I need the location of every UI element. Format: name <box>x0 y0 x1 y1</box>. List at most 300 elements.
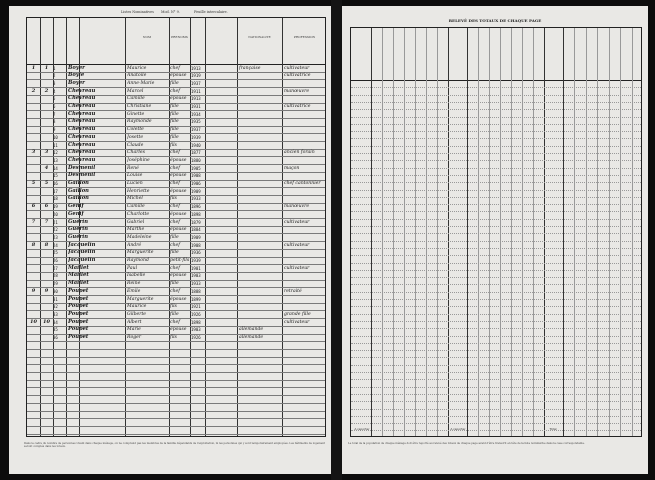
summary-row-rule <box>351 190 641 191</box>
total-label: Total <box>549 427 557 431</box>
cell-first: Reine <box>127 281 141 287</box>
cell-name: Maillet <box>68 280 89 287</box>
table-row <box>27 311 325 318</box>
cell-year: 1936 <box>191 250 201 256</box>
cell-num1 <box>27 195 40 202</box>
row-rule <box>27 395 325 396</box>
cell-year: 1933 <box>191 281 201 287</box>
summary-row-rule <box>351 284 641 285</box>
cell-rel: fille <box>170 80 179 86</box>
table-row <box>27 272 325 279</box>
cell-rel: fils <box>170 196 177 202</box>
cell-name: Gaillon <box>68 180 89 186</box>
cell-prof: cultivateur <box>284 219 310 225</box>
cell-rel: fille <box>170 134 179 140</box>
cell-nat <box>239 203 281 210</box>
cell-prof: cultivateur <box>284 319 310 325</box>
cell-rel: épouse <box>170 327 187 333</box>
cell-num1 <box>27 280 40 287</box>
summary-row-rule <box>351 430 641 431</box>
summary-row-rule <box>351 350 641 351</box>
header-middle-text: Mod. N° 9. <box>161 10 180 14</box>
cell-name: Guérin <box>68 233 88 240</box>
cell-num3: 21 <box>53 219 58 225</box>
cell-nat <box>239 80 281 87</box>
cell-prof <box>284 142 327 149</box>
cell-nat <box>239 149 281 156</box>
cell-nat <box>239 280 281 287</box>
cell-prof: manœuvre <box>284 204 310 210</box>
cell-nat <box>239 296 281 303</box>
cell-num1: 6 <box>31 203 36 210</box>
cell-rel: chef <box>170 65 180 71</box>
cell-name: Chevreau <box>68 110 96 117</box>
cell-nat <box>239 103 281 110</box>
cell-rel: épouse <box>170 173 187 179</box>
cell-first: Raymonde <box>127 119 152 125</box>
cell-nat <box>239 311 281 318</box>
summary-row-rule <box>351 409 641 410</box>
cell-name: Chevreau <box>68 141 96 148</box>
cell-name: Jacquelin <box>68 249 96 256</box>
row-rule <box>27 372 325 373</box>
cell-first: Charlotte <box>127 211 150 217</box>
table-row <box>27 242 325 249</box>
cell-first: Henriette <box>127 188 150 194</box>
summary-row-rule <box>351 160 641 161</box>
table-row <box>27 157 325 164</box>
summary-row-rule <box>351 336 641 337</box>
cell-year: 1880 <box>191 157 201 163</box>
summary-row-rule <box>351 394 641 395</box>
table-row <box>27 111 325 118</box>
cell-num2 <box>40 195 53 202</box>
cell-name: Poupet <box>68 334 89 340</box>
cell-num2 <box>40 272 53 279</box>
cell-year: 1939 <box>191 134 201 140</box>
cell-num1: 10 <box>30 318 37 325</box>
cell-year: 1884 <box>191 227 201 233</box>
cell-first: Michel <box>127 196 143 202</box>
cell-name: Chevreau <box>68 133 96 140</box>
cell-first: Louise <box>127 173 143 179</box>
cell-first: Christiane <box>127 104 152 109</box>
cell-rel: épouse <box>170 211 187 217</box>
cell-nat <box>239 188 281 195</box>
summary-body <box>351 80 641 436</box>
cell-nat <box>239 242 281 249</box>
row-rule <box>27 387 325 388</box>
cell-num3: 15 <box>53 173 58 179</box>
cell-year: 1913 <box>191 96 201 102</box>
row-rule <box>27 357 325 358</box>
summary-row-rule <box>351 87 641 88</box>
cell-year: 1898 <box>191 319 201 325</box>
table-row <box>27 65 325 72</box>
cell-year: 1908 <box>191 242 201 248</box>
cell-nat: allemande <box>239 327 264 333</box>
cell-num3: 34 <box>53 319 58 325</box>
cell-rel: épouse <box>170 227 187 233</box>
cell-rel: épouse <box>170 157 187 163</box>
summary-footnote: Le total de la population de chaque ménage doit être reporté au relevé des totaux de chaque page avant d'être transcrit en tête de la liste nominative dans la case correspondante. <box>348 442 585 445</box>
cell-num3: 17 <box>53 188 58 194</box>
cell-num1: 2 <box>31 87 36 94</box>
cell-year: 1903 <box>191 327 201 333</box>
cell-nat <box>239 303 281 310</box>
cell-num1 <box>27 211 40 218</box>
table-row <box>27 203 325 210</box>
cell-prof <box>284 334 327 341</box>
cell-rel: épouse <box>170 188 187 194</box>
cell-num3: 10 <box>53 134 58 140</box>
cell-num1 <box>27 118 40 125</box>
cell-first: Paul <box>127 265 138 271</box>
cell-num3: 33 <box>53 311 58 317</box>
cell-rel: épouse <box>170 273 187 279</box>
cell-num2: 8 <box>44 241 49 248</box>
cell-prof: grande fille <box>284 311 311 317</box>
cell-num1 <box>27 234 40 241</box>
cell-prof: ancien forain <box>284 150 315 156</box>
cell-name: Desmenil <box>68 164 96 171</box>
cell-num1 <box>27 303 40 310</box>
cell-num2 <box>40 126 53 133</box>
cell-num1 <box>27 226 40 233</box>
cell-first: André <box>127 242 142 248</box>
cell-num1: 5 <box>31 180 36 186</box>
cell-rel: épouse <box>170 296 187 302</box>
cell-rel: fille <box>170 104 179 109</box>
cell-name: Genif <box>68 203 84 210</box>
cell-num2 <box>40 257 53 264</box>
cell-num1 <box>27 126 40 133</box>
table-row <box>27 326 325 333</box>
cell-num3: 5 <box>53 96 56 102</box>
cell-num1 <box>27 72 40 79</box>
cell-num1 <box>27 80 40 87</box>
cell-first: Marguerite <box>127 296 154 302</box>
cell-num2 <box>40 95 53 102</box>
column-header: PRÉNOMS <box>171 36 188 39</box>
cell-first: Camille <box>127 204 145 210</box>
cell-num1 <box>27 249 40 256</box>
cell-nat <box>239 211 281 218</box>
cell-prof <box>284 303 327 310</box>
cell-prof <box>284 296 327 303</box>
cell-num2 <box>40 249 53 256</box>
cell-num3: 14 <box>53 165 58 171</box>
cell-rel: épouse <box>170 73 187 79</box>
table-row <box>27 149 325 156</box>
cell-num3: 11 <box>53 142 58 148</box>
cell-nat: française <box>239 65 261 71</box>
cell-prof: cultivateur <box>284 242 310 248</box>
cell-num1 <box>27 296 40 303</box>
cell-name: Chevreau <box>68 156 96 163</box>
cell-year: 1906 <box>191 181 201 186</box>
summary-row-rule <box>351 248 641 249</box>
cell-num1: 1 <box>31 64 36 71</box>
cell-num1 <box>27 111 40 118</box>
cell-prof <box>284 280 327 287</box>
cell-year: 1908 <box>191 173 201 179</box>
cell-num1 <box>27 265 40 272</box>
cell-rel: chef <box>170 150 180 156</box>
cell-name: Poupet <box>68 326 89 333</box>
cell-num2 <box>40 226 53 233</box>
cell-nat <box>239 95 281 102</box>
cell-year: 1940 <box>191 142 201 148</box>
cell-rel: chef <box>170 181 180 186</box>
a-reporter-label-1: A reporter <box>354 427 370 431</box>
summary-title: RELEVÉ DES TOTAUX DE CHAQUE PAGE <box>448 18 542 23</box>
cell-num1 <box>27 103 40 110</box>
cell-first: Madeleine <box>127 234 152 240</box>
cell-year: 1898 <box>191 211 201 217</box>
cell-rel: chef <box>170 242 180 248</box>
cell-prof <box>284 111 327 118</box>
cell-num2 <box>40 80 53 87</box>
cell-num1 <box>27 165 40 172</box>
cell-rel: fille <box>170 119 179 125</box>
cell-num3: 20 <box>53 211 58 217</box>
summary-row-rule <box>351 357 641 358</box>
cell-rel: petit-fils <box>170 258 190 263</box>
cell-nat: allemande <box>239 335 264 340</box>
cell-num2: 2 <box>44 87 49 94</box>
cell-first: Gilberte <box>127 311 147 317</box>
row-rule <box>27 418 325 419</box>
column-header: PROFESSION <box>293 36 316 39</box>
cell-num2: 5 <box>44 180 49 186</box>
table-row <box>27 172 325 179</box>
cell-num2 <box>40 111 53 118</box>
cell-num2: 7 <box>44 218 49 225</box>
row-rule <box>27 411 325 412</box>
cell-nat <box>239 219 281 226</box>
cell-nat <box>239 72 281 79</box>
cell-num2 <box>40 188 53 195</box>
table-row <box>27 180 325 187</box>
cell-prof <box>284 118 327 125</box>
table-row <box>27 88 325 95</box>
cell-num3: 2 <box>53 73 56 79</box>
summary-row-rule <box>351 255 641 256</box>
cell-first: Roger <box>127 335 142 340</box>
table-row <box>27 303 325 310</box>
table-row <box>27 134 325 141</box>
cell-nat <box>239 111 281 118</box>
cell-rel: fils <box>170 142 177 148</box>
summary-row-rule <box>351 416 641 417</box>
cell-num2 <box>40 234 53 241</box>
cell-first: Charles <box>127 150 145 156</box>
row-rule <box>27 380 325 381</box>
census-rows <box>27 64 325 436</box>
cell-prof <box>284 80 327 87</box>
cell-prof <box>284 272 327 279</box>
cell-prof <box>284 257 327 264</box>
cell-num2 <box>40 157 53 164</box>
summary-row-rule <box>351 211 641 212</box>
cell-rel: chef <box>170 88 180 94</box>
summary-row-rule <box>351 182 641 183</box>
table-row <box>27 72 325 79</box>
cell-prof: cultivatrice <box>284 73 311 79</box>
cell-num3: 29 <box>53 281 58 287</box>
page-fold <box>331 0 342 480</box>
cell-num1 <box>27 326 40 333</box>
footnote: Dans le cadre du nombre de personnes vivant dans chaque ménage, on ne comprend pas les membres de la famille dépendants de l'exploitation, ni les personnes qui y sont temporairement employées. Les bâtiments de logement seront comptés dans les totaux. <box>24 442 326 448</box>
cell-num1: 7 <box>31 218 36 225</box>
cell-name: Chevreau <box>68 103 96 109</box>
summary-row-rule <box>351 343 641 344</box>
cell-year: 1926 <box>191 311 201 317</box>
cell-num2 <box>40 265 53 272</box>
right-page <box>342 6 648 474</box>
cell-name: Poupet <box>68 303 89 310</box>
cell-num3: 3 <box>53 80 56 86</box>
header-left-text: Listes Nominatives <box>121 10 154 14</box>
left-page <box>9 6 331 474</box>
cell-num2: 6 <box>44 203 49 210</box>
cell-num3: 19 <box>53 204 58 210</box>
cell-first: Josette <box>127 134 144 140</box>
cell-year: 1921 <box>191 304 201 310</box>
cell-num1 <box>27 95 40 102</box>
cell-rel: fille <box>170 281 179 287</box>
table-row <box>27 95 325 102</box>
summary-row-rule <box>351 365 641 366</box>
cell-name: Boyer <box>68 64 85 71</box>
summary-row-rule <box>351 233 641 234</box>
cell-prof <box>284 211 327 218</box>
cell-name: Chevreau <box>68 149 96 156</box>
cell-first: Albert <box>127 319 142 325</box>
table-row <box>27 118 325 125</box>
header-right-text: Feuille intercalaire. <box>194 10 228 14</box>
cell-name: Chevreau <box>68 87 96 94</box>
cell-num3: 30 <box>53 288 58 294</box>
cell-num3: 23 <box>53 234 58 240</box>
cell-name: Maillet <box>68 272 89 279</box>
table-row <box>27 195 325 202</box>
summary-row-rule <box>351 277 641 278</box>
cell-num3: 27 <box>53 265 58 271</box>
cell-num3: 7 <box>53 111 56 117</box>
cell-rel: fille <box>170 311 179 317</box>
cell-num2: 9 <box>44 287 49 294</box>
summary-row-rule <box>351 379 641 380</box>
row-rule <box>27 426 325 427</box>
cell-year: 1933 <box>191 196 201 202</box>
summary-row-rule <box>351 168 641 169</box>
cell-nat <box>239 172 281 179</box>
cell-year: 1888 <box>191 288 201 294</box>
cell-nat <box>239 88 281 95</box>
cell-num2 <box>40 142 53 149</box>
cell-num3: 6 <box>53 104 56 109</box>
cell-num1 <box>27 134 40 141</box>
cell-prof <box>284 226 327 233</box>
table-row <box>27 226 325 233</box>
summary-row-rule <box>351 401 641 402</box>
summary-row-rule <box>351 219 641 220</box>
cell-nat <box>239 142 281 149</box>
summary-row-rule <box>351 117 641 118</box>
cell-first: Marguerite <box>127 250 154 256</box>
cell-first: Isabelle <box>127 273 146 279</box>
cell-nat <box>239 288 281 295</box>
cell-rel: fille <box>170 234 179 240</box>
cell-first: Claude <box>127 142 144 148</box>
cell-year: 1931 <box>191 104 201 109</box>
cell-prof <box>284 234 327 241</box>
cell-rel: fille <box>170 111 179 117</box>
cell-first: Marie <box>127 327 141 333</box>
cell-num3: 28 <box>53 273 58 279</box>
cell-prof <box>284 188 327 195</box>
cell-name: Boyer <box>68 79 85 86</box>
summary-row-rule <box>351 263 641 264</box>
cell-name: Maillet <box>68 264 89 271</box>
table-row <box>27 265 325 272</box>
summary-row-rule <box>351 95 641 96</box>
cell-nat <box>239 257 281 264</box>
cell-num3: 18 <box>53 196 58 202</box>
cell-prof <box>284 126 327 133</box>
summary-row-rule <box>351 423 641 424</box>
summary-row-rule <box>351 131 641 132</box>
summary-row-rule <box>351 292 641 293</box>
cell-year: 1901 <box>191 265 201 271</box>
table-row <box>27 142 325 149</box>
summary-row-rule <box>351 241 641 242</box>
cell-name: Genif <box>68 210 84 217</box>
cell-year: 1937 <box>191 80 201 86</box>
cell-rel: chef <box>170 204 180 210</box>
cell-num1 <box>27 272 40 279</box>
cell-nat <box>239 180 281 187</box>
summary-row-rule <box>351 226 641 227</box>
cell-rel: fille <box>170 250 179 256</box>
cell-prof: cultivateur <box>284 265 310 271</box>
cell-prof <box>284 326 327 333</box>
cell-num2 <box>40 280 53 287</box>
cell-year: 1934 <box>191 111 201 117</box>
row-rule <box>27 403 325 404</box>
cell-prof <box>284 157 327 164</box>
cell-first: Marthe <box>127 227 145 233</box>
cell-prof: retraité <box>284 288 302 294</box>
cell-num1 <box>27 188 40 195</box>
cell-num2 <box>40 326 53 333</box>
cell-nat <box>239 249 281 256</box>
summary-row-rule <box>351 270 641 271</box>
cell-num3: 22 <box>53 227 58 233</box>
cell-nat <box>239 118 281 125</box>
summary-row-rule <box>351 146 641 147</box>
column-header: NOM <box>142 36 152 39</box>
summary-row-rule <box>351 175 641 176</box>
cell-name: Desmenil <box>68 172 96 179</box>
cell-prof: cultivatrice <box>284 104 311 109</box>
cell-name: Jacquelin <box>68 241 96 248</box>
table-row <box>27 249 325 256</box>
cell-rel: chef <box>170 288 180 294</box>
cell-name: Chevreau <box>68 118 96 125</box>
